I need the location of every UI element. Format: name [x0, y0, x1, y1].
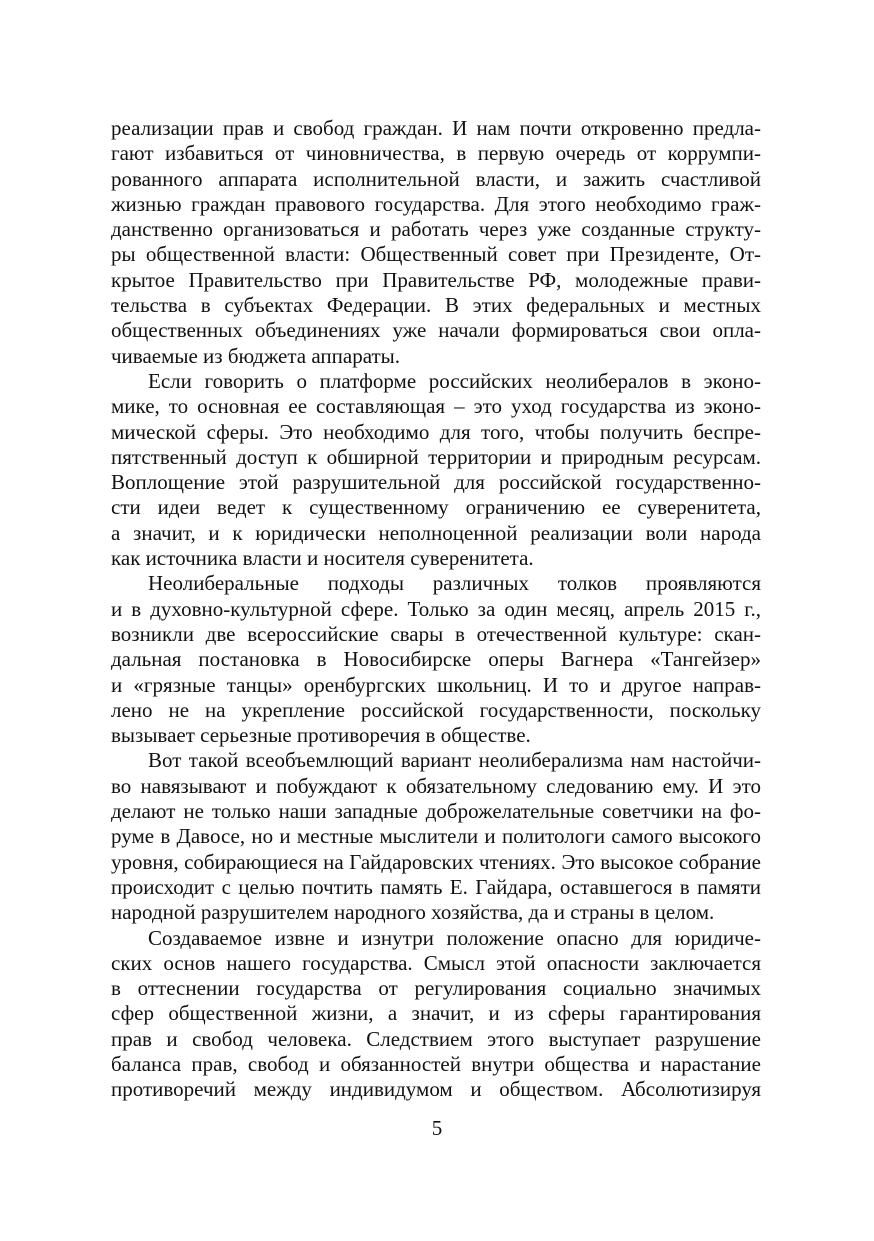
text-line: и «грязные танцы» оренбургских школьниц. И то и другое направ-: [111, 672, 761, 697]
text-line: дальная постановка в Новосибирске оперы Вагнера «Тангейзер»: [111, 647, 761, 672]
text-line: Вот такой всеобъемлющий вариант неолиберализма нам настойчи-: [148, 748, 761, 773]
text-line: происходит с целью почтить память Е. Гайдара, оставшегося в памяти: [111, 874, 761, 899]
text-line: мике, то основная ее составляющая – это уход государства из эконо-: [111, 394, 761, 419]
text-line: баланса прав, свобод и обязанностей внутри общества и нарастание: [111, 1051, 761, 1076]
text-line: сфер общественной жизни, а значит, и из сферы гарантирования: [111, 1001, 761, 1026]
text-line: мической сферы. Это необходимо для того, чтобы получить беспре-: [111, 419, 761, 444]
text-line: народной разрушителем народного хозяйства, да и страны в целом.: [111, 900, 715, 925]
paragraph-3: [111, 571, 761, 748]
text-line: Создаваемое извне и изнутри положение опасно для юридиче-: [148, 925, 761, 950]
text-line: жизнью граждан правового государства. Для этого необходимо граж-: [111, 191, 761, 216]
text-line: реализации прав и свобод граждан. И нам почти откровенно предла-: [111, 116, 761, 140]
page-body: [111, 116, 761, 1103]
text-line: сти идеи ведет к существенному ограничению ее суверенитета,: [111, 495, 761, 520]
text-line: и в духовно-культурной сфере. Только за один месяц, апрель 2015 г.,: [111, 596, 761, 621]
text-line: гают избавиться от чиновничества, в первую очередь от коррумпи-: [111, 141, 761, 166]
text-line: ры общественной власти: Общественный совет при Президенте, От-: [111, 242, 761, 267]
text-line: Если говорить о платформе российских неолибералов в эконо-: [148, 368, 761, 393]
text-line: Неолиберальные подходы различных толков проявляются: [148, 571, 761, 596]
text-line: пятственный доступ к обширной территории и природным ресурсам.: [111, 444, 761, 469]
paragraph-2: [111, 369, 761, 571]
text-line: противоречий между индивидумом и обществом. Абсолютизируя: [111, 1077, 761, 1102]
text-line: ских основ нашего государства. Смысл этой опасности заключается: [111, 950, 761, 975]
text-line: прав и свобод человека. Следствием этого выступает разрушение: [111, 1026, 761, 1051]
text-line: рованного аппарата исполнительной власти, и зажить счастливой: [111, 166, 761, 191]
text-line: вызывает серьезные противоречия в обществе.: [111, 723, 531, 748]
text-line: данственно организоваться и работать через уже созданные структу-: [111, 217, 761, 242]
text-line: крытое Правительство при Правительстве РФ, молодежные прави-: [111, 267, 761, 292]
page-number: 5: [431, 1116, 443, 1140]
text-line: лено не на укрепление российской государственности, поскольку: [111, 697, 761, 722]
text-line: общественных объединениях уже начали формироваться свои опла-: [111, 318, 761, 343]
text-line: в оттеснении государства от регулирования социально значимых: [111, 976, 761, 1001]
text-line: а значит, и к юридически неполноценной реализации воли народа: [111, 520, 761, 545]
text-line: тельства в субъектах Федерации. В этих федеральных и местных: [111, 293, 761, 318]
paragraph-4: [111, 748, 761, 925]
paragraph-1: [111, 116, 761, 369]
text-line: во навязывают и побуждают к обязательному следованию ему. И это: [111, 773, 761, 798]
text-line: возникли две всероссийские свары в отечественной культуре: скан-: [111, 621, 761, 646]
text-line: чиваемые из бюджета аппараты.: [111, 343, 401, 368]
paragraph-5: [111, 926, 761, 1103]
text-line: уровня, собирающиеся на Гайдаровских чтениях. Это высокое собрание: [111, 849, 761, 874]
text-line: делают не только наши западные доброжелательные советчики на фо-: [111, 799, 761, 824]
text-line: руме в Давосе, но и местные мыслители и политологи самого высокого: [111, 824, 761, 849]
text-line: как источника власти и носителя суверенитета.: [111, 546, 534, 571]
text-line: Воплощение этой разрушительной для российской государственно-: [111, 470, 761, 495]
